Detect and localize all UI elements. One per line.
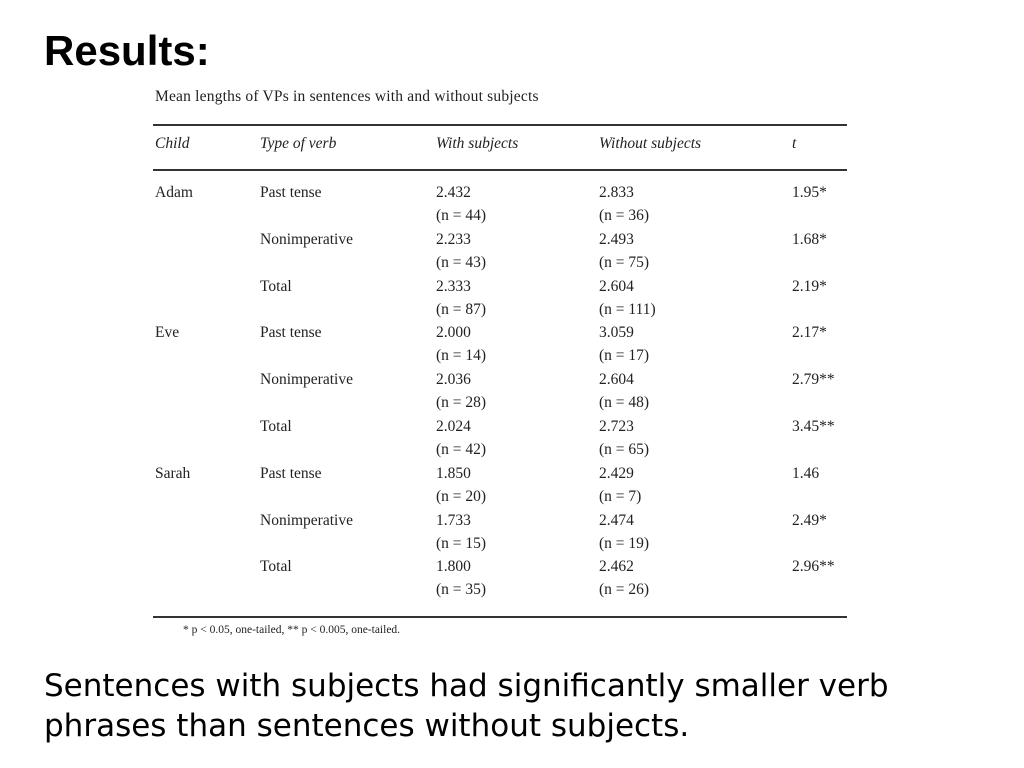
t-value: 1.68* [792,230,827,248]
verb-type: Nonimperative [260,511,353,529]
with-subjects-n: (n = 44) [436,207,487,224]
verb-type: Nonimperative [260,371,353,389]
t-value: 2.19* [792,277,827,295]
table-header-rule [153,169,847,171]
without-subjects-n: (n = 48) [599,394,650,412]
child-name: Eve [155,324,180,342]
header-type-of-verb: Type of verb [260,135,337,152]
verb-type: Nonimperative [260,230,353,248]
with-subjects-n: (n = 42) [436,441,487,458]
without-subjects-mean: 2.493 [599,230,634,248]
with-subjects-n: (n = 43) [436,253,487,271]
verb-type: Past tense [260,184,322,201]
with-subjects-n: (n = 14) [436,347,487,365]
header-child: Child [155,135,190,152]
without-subjects-n: (n = 26) [599,581,650,599]
with-subjects-mean: 1.800 [436,558,471,576]
without-subjects-n: (n = 111) [599,300,656,318]
table-bottom-rule [153,616,847,618]
t-value: 2.96** [792,558,835,576]
without-subjects-n: (n = 17) [599,347,650,365]
with-subjects-mean: 2.000 [436,324,471,342]
with-subjects-mean: 2.024 [436,418,471,435]
with-subjects-n: (n = 20) [436,487,487,505]
with-subjects-mean: 2.036 [436,371,471,389]
with-subjects-mean: 2.432 [436,184,471,201]
child-name: Adam [155,184,193,201]
with-subjects-mean: 2.233 [436,230,471,248]
without-subjects-n: (n = 36) [599,207,650,224]
without-subjects-mean: 2.429 [599,464,634,482]
table-top-rule [153,124,847,126]
t-value: 2.17* [792,324,827,342]
without-subjects-mean: 2.604 [599,277,634,295]
without-subjects-n: (n = 75) [599,253,650,271]
t-value: 1.46 [792,464,820,482]
header-with-subjects: With subjects [436,135,519,152]
t-value: 3.45** [792,418,835,435]
header-without-subjects: Without subjects [599,135,702,152]
without-subjects-mean: 3.059 [599,324,634,342]
t-value: 2.79** [792,371,835,389]
t-value: 2.49* [792,511,827,529]
without-subjects-mean: 2.474 [599,511,634,529]
results-table-image [150,84,850,644]
verb-type: Past tense [260,324,322,342]
without-subjects-mean: 2.604 [599,371,634,389]
without-subjects-mean: 2.462 [599,558,634,576]
table-caption: Mean lengths of VPs in sentences with and without subjects [155,88,539,105]
without-subjects-n: (n = 19) [599,534,650,552]
verb-type: Past tense [260,464,322,482]
without-subjects-n: (n = 65) [599,441,650,458]
results-summary: Sentences with subjects had significantly smaller verb phrases than sentences without subjects. [44,668,889,744]
verb-type: Total [260,277,292,295]
header-t: t [792,135,797,152]
with-subjects-n: (n = 28) [436,394,487,412]
with-subjects-n: (n = 15) [436,534,487,552]
with-subjects-mean: 1.850 [436,464,471,482]
child-name: Sarah [155,464,191,482]
verb-type: Total [260,558,292,576]
with-subjects-mean: 2.333 [436,277,471,295]
with-subjects-mean: 1.733 [436,511,471,529]
without-subjects-mean: 2.833 [599,184,634,201]
verb-type: Total [260,418,292,435]
without-subjects-mean: 2.723 [599,418,634,435]
with-subjects-n: (n = 87) [436,300,487,318]
t-value: 1.95* [792,184,827,201]
slide-title: Results: [44,27,210,74]
table-footnote: * p < 0.05, one-tailed, ** p < 0.005, one-tailed. [183,624,401,636]
with-subjects-n: (n = 35) [436,581,487,599]
without-subjects-n: (n = 7) [599,487,642,505]
